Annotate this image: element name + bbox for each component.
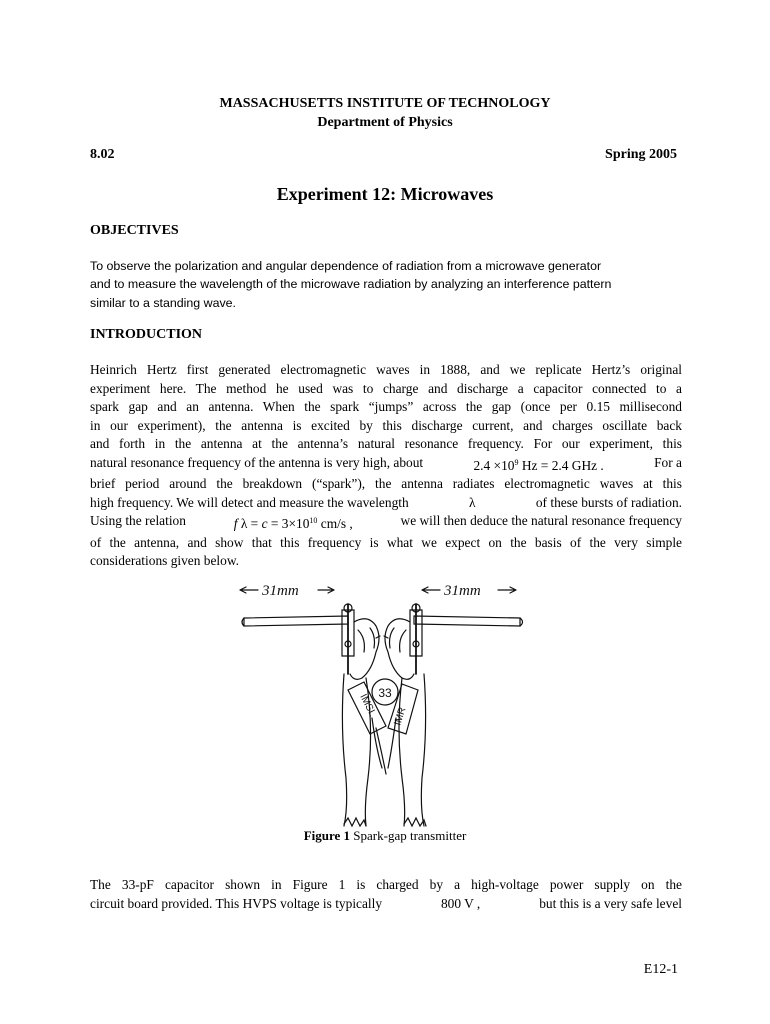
intro-line: brief period around the breakdown (“spark”), the antenna radiates electromagnetic waves at this xyxy=(90,476,682,491)
body-text: but this is a very safe level xyxy=(539,895,682,911)
math-text: = 3×10 xyxy=(267,516,310,531)
body-line: The 33-pF capacitor shown in Figure 1 is charged by a high-voltage power supply on the xyxy=(90,877,682,892)
intro-line xyxy=(90,512,682,534)
exponent: 9 xyxy=(514,457,519,467)
body-line xyxy=(90,895,682,914)
frequency-expression xyxy=(473,454,603,476)
math-text: 2.4 ×10 xyxy=(473,457,515,473)
dimension-arrow xyxy=(240,587,258,593)
left-cable xyxy=(342,674,346,826)
document-title: Experiment 12: Microwaves xyxy=(276,184,494,204)
math-text: λ = xyxy=(237,516,262,531)
intro-line: in our experiment), the antenna is excited by this discharge current, and charges oscillate back xyxy=(90,417,682,433)
intro-line xyxy=(90,454,682,476)
course-number: 8.02 xyxy=(90,147,115,162)
caption-number: Figure 1 xyxy=(303,828,351,843)
wave-relation xyxy=(234,512,353,534)
caption-text: Spark-gap transmitter xyxy=(350,828,467,843)
intro-line: spark gap and an antenna. When the spark “jumps” across the gap (once per 0.15 millisecond xyxy=(90,399,682,414)
right-cable xyxy=(399,678,405,826)
introduction-heading: INTRODUCTION xyxy=(90,327,203,342)
left-tag-label: IMSL xyxy=(357,692,378,719)
math-text: Hz = 2.4 GHz . xyxy=(518,457,604,473)
objectives-paragraph xyxy=(90,257,682,312)
intro-text: high frequency. We will detect and measure the wavelength xyxy=(90,494,409,510)
dimension-arrow xyxy=(498,587,516,593)
intro-line: experiment here. The method he used was to charge and discharge a capacitor connected to a xyxy=(90,380,682,396)
math-var: c xyxy=(261,516,268,531)
department-name: Department of Physics xyxy=(317,115,453,130)
intro-line: considerations given below. xyxy=(90,553,239,568)
intro-line: and forth in the antenna at the antenna’s natural resonance frequency. For our experiment, this xyxy=(90,436,682,451)
objectives-line: similar to a standing wave. xyxy=(90,295,237,310)
exponent: 10 xyxy=(309,516,318,525)
page-number: E12-1 xyxy=(643,962,678,977)
right-tag-label: IMR xyxy=(392,706,409,727)
lambda-symbol: λ xyxy=(469,494,476,510)
intro-line: of the antenna, and show that this frequency is what we expect on the basis of the very simple xyxy=(90,534,682,550)
voltage-expression: 800 V , xyxy=(440,895,481,911)
objectives-line: To observe the polarization and angular dependence of radiation from a microwave generator xyxy=(90,259,602,273)
spark-gap-figure xyxy=(236,578,526,830)
intro-text: For a xyxy=(654,454,682,470)
intro-line xyxy=(90,494,682,513)
intro-text: natural resonance frequency of the antenna is very high, about xyxy=(90,454,424,470)
intro-text: Using the relation xyxy=(90,513,186,528)
dimension-arrow xyxy=(318,587,334,593)
math-text: cm/s , xyxy=(317,516,353,531)
introduction-paragraph xyxy=(90,361,682,571)
institution-name: MASSACHUSETTS INSTITUTE OF TECHNOLOGY xyxy=(219,96,551,111)
term-label: Spring 2005 xyxy=(605,147,677,162)
dimension-arrow xyxy=(422,587,440,593)
intro-text: we will then deduce the natural resonance frequency xyxy=(400,513,682,528)
capacitor-label: 33 xyxy=(378,686,392,700)
after-figure-paragraph xyxy=(90,876,682,913)
dimension-label-left: 31mm xyxy=(262,583,299,599)
objectives-heading: OBJECTIVES xyxy=(90,223,179,238)
math-var: f xyxy=(233,516,238,531)
objectives-line: and to measure the wavelength of the microwave radiation by analyzing an interference pattern xyxy=(90,277,612,292)
intro-text: of these bursts of radiation. xyxy=(535,494,682,510)
dimension-label-right: 31mm xyxy=(444,583,481,599)
right-antenna-rod xyxy=(414,616,520,626)
body-text: circuit board provided. This HVPS voltage is typically xyxy=(90,895,383,911)
left-antenna-rod xyxy=(244,616,348,626)
figure-caption xyxy=(0,828,770,844)
intro-line: Heinrich Hertz first generated electromagnetic waves in 1888, and we replicate Hertz’s original xyxy=(90,362,682,377)
page-header xyxy=(0,94,770,132)
